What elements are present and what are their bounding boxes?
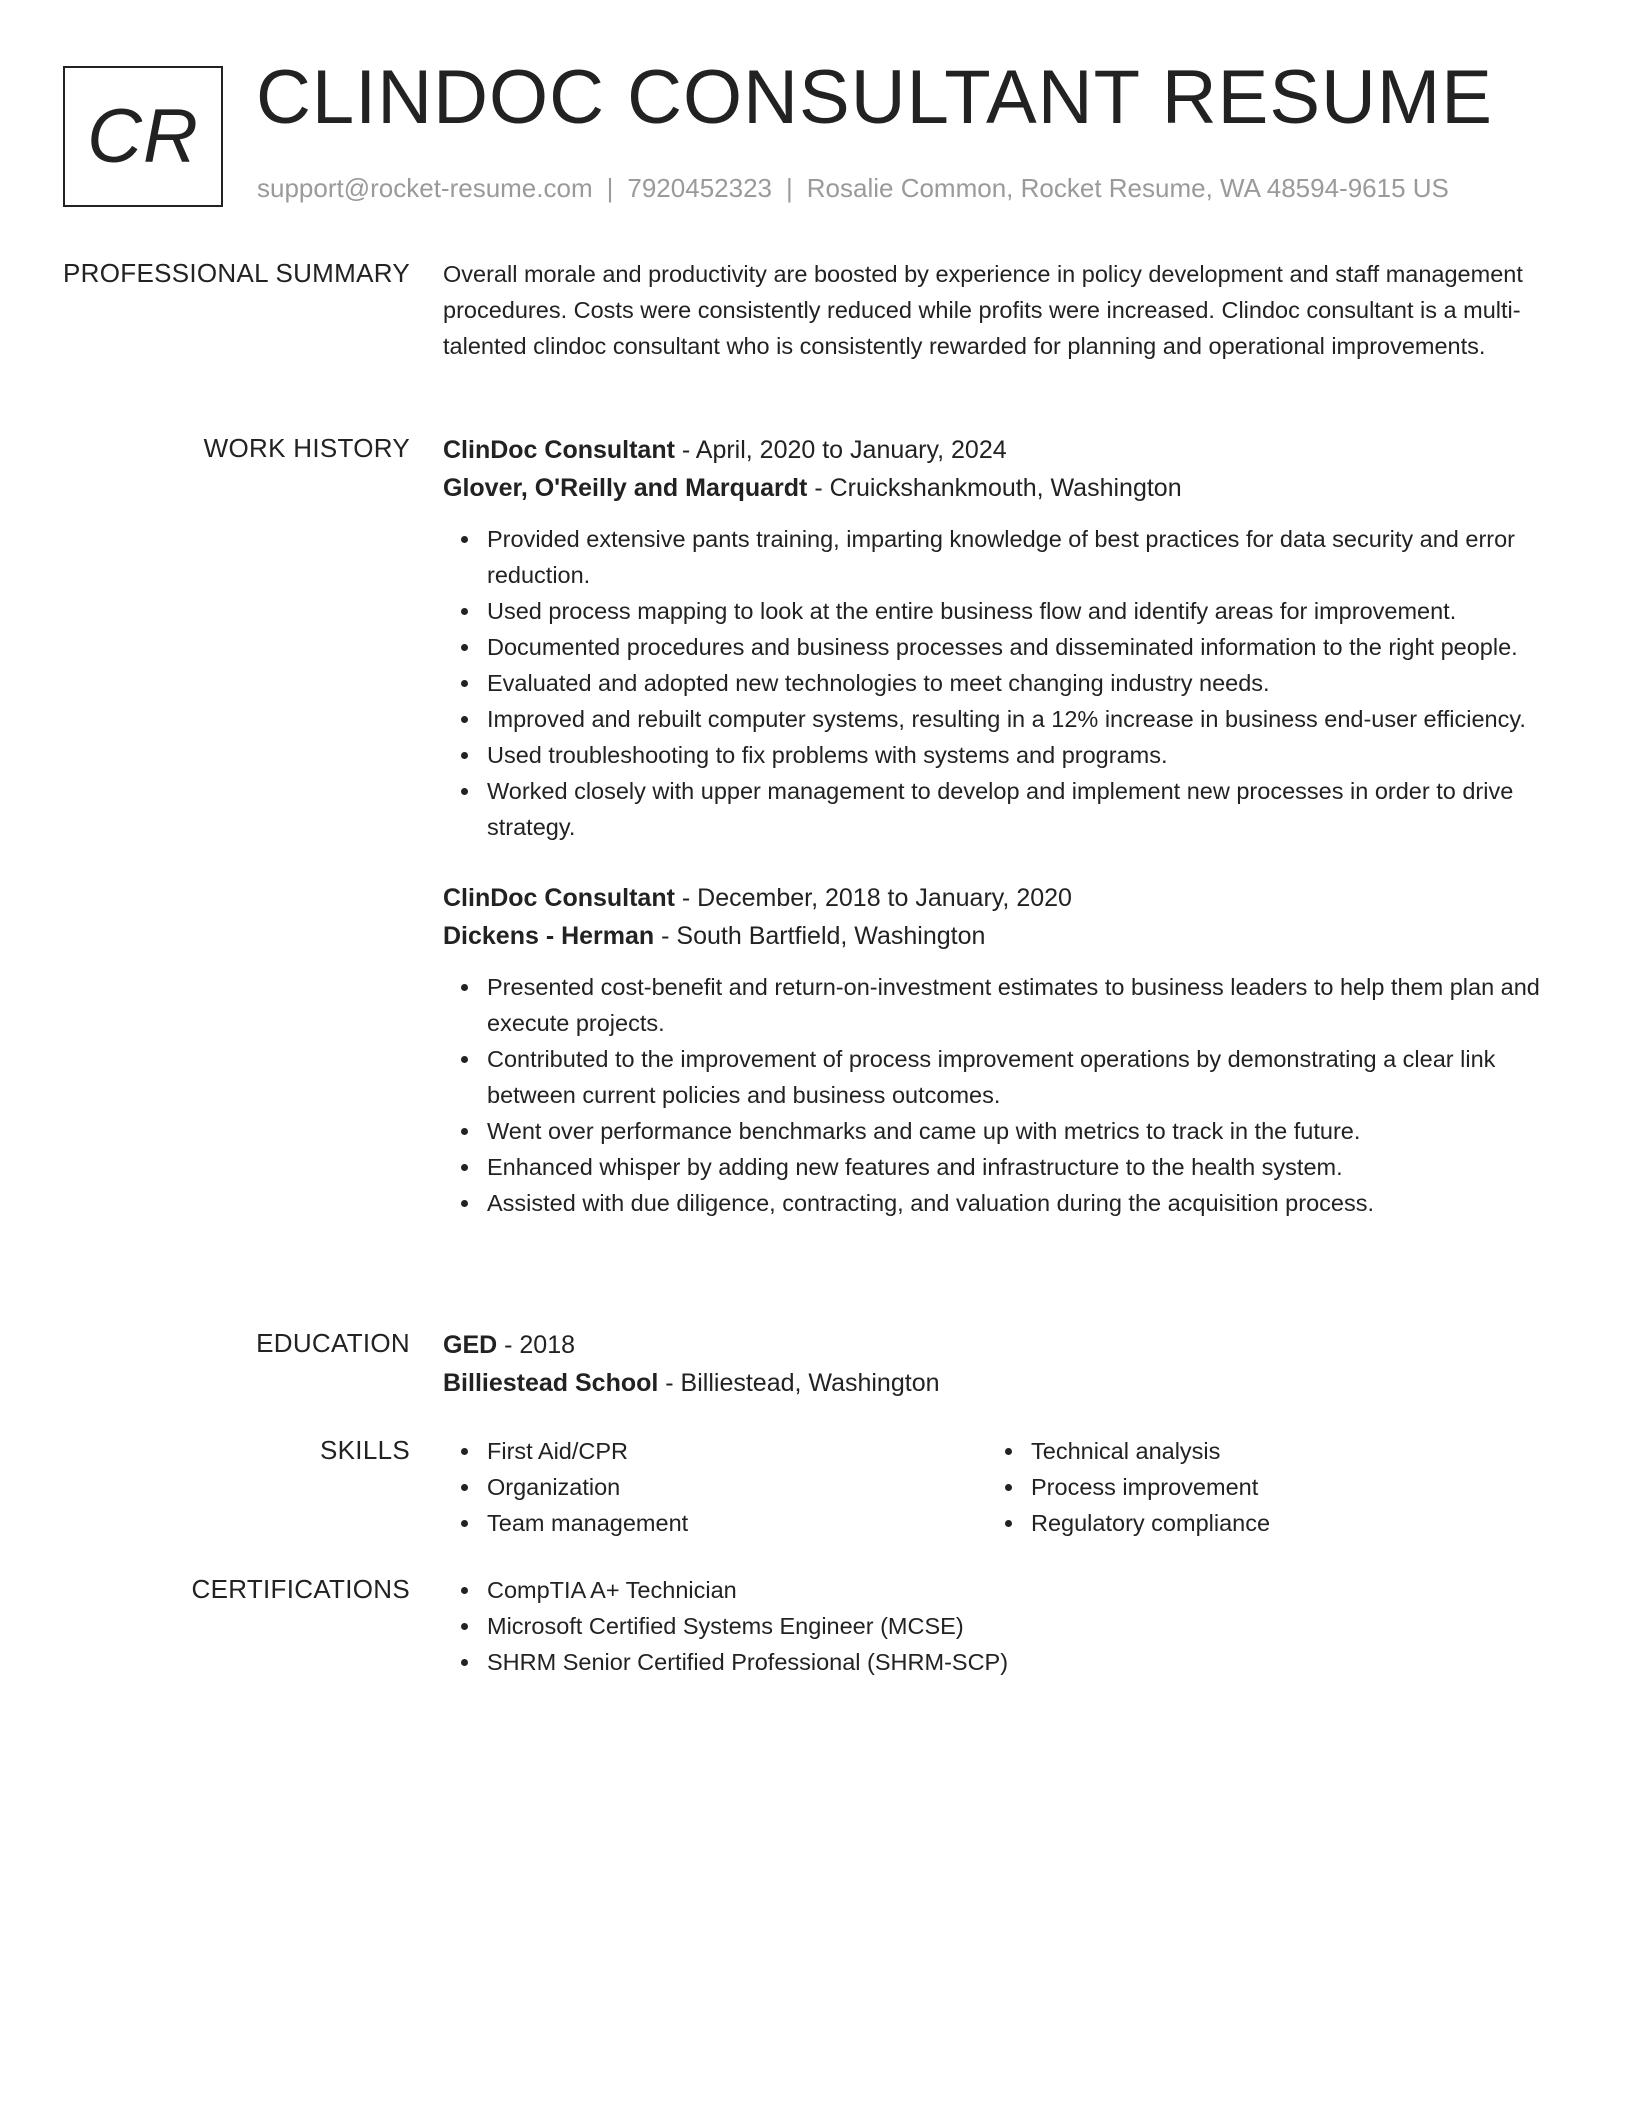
job-bullet: Went over performance benchmarks and came up with metrics to track in the future. — [487, 1113, 1555, 1149]
certification-item: CompTIA A+ Technician — [487, 1572, 1555, 1608]
skill-item: Organization — [487, 1469, 987, 1505]
job-title: ClinDoc Consultant — [443, 884, 675, 912]
job-entry — [443, 879, 1555, 1221]
job-bullets — [443, 521, 1555, 845]
skill-item: Regulatory compliance — [1031, 1505, 1531, 1541]
job-company-line — [443, 469, 1555, 507]
education-school: Billiestead School — [443, 1369, 659, 1397]
job-bullet: Provided extensive pants training, imparting knowledge of best practices for data security and error reduction. — [487, 521, 1555, 593]
education-location: - Billiestead, Washington — [658, 1369, 940, 1397]
monogram-initials: CR — [87, 93, 199, 179]
job-title: ClinDoc Consultant — [443, 436, 675, 464]
job-bullet: Enhanced whisper by adding new features and infrastructure to the health system. — [487, 1149, 1555, 1185]
job-entry — [443, 431, 1555, 845]
contact-phone[interactable]: 7920452323 — [627, 173, 772, 203]
job-bullet: Contributed to the improvement of process improvement operations by demonstrating a clear link between current policies and business outcomes. — [487, 1041, 1555, 1113]
job-bullet: Evaluated and adopted new technologies to meet changing industry needs. — [487, 665, 1555, 701]
section-label-skills: SKILLS — [320, 1435, 410, 1465]
education-body — [443, 1326, 1555, 1402]
contact-address: Rosalie Common, Rocket Resume, WA 48594-9615 US — [806, 173, 1449, 203]
contact-line — [257, 172, 1449, 206]
summary-body — [443, 256, 1555, 364]
skill-item: First Aid/CPR — [487, 1433, 987, 1469]
certification-item: Microsoft Certified Systems Engineer (MCSE) — [487, 1608, 1555, 1644]
resume-title: CLINDOC CONSULTANT RESUME — [256, 55, 1493, 140]
skill-item: Technical analysis — [1031, 1433, 1531, 1469]
job-title-line — [443, 879, 1555, 917]
skill-item: Team management — [487, 1505, 987, 1541]
education-degree: GED — [443, 1331, 498, 1359]
education-degree-line — [443, 1326, 1555, 1364]
skills-list — [987, 1433, 1531, 1541]
job-bullet: Used process mapping to look at the entire business flow and identify areas for improvement. — [487, 593, 1555, 629]
work-history-body — [443, 431, 1555, 1221]
job-bullet: Presented cost-benefit and return-on-investment estimates to business leaders to help them plan and execute projects. — [487, 969, 1555, 1041]
certifications-body — [443, 1572, 1555, 1680]
contact-email[interactable]: support@rocket-resume.com — [257, 173, 593, 203]
job-title-line — [443, 431, 1555, 469]
skill-item: Process improvement — [1031, 1469, 1531, 1505]
job-location: - Cruickshankmouth, Washington — [807, 474, 1182, 502]
job-bullet: Worked closely with upper management to develop and implement new processes in order to drive strategy. — [487, 773, 1555, 845]
certifications-list — [443, 1572, 1555, 1680]
summary-text: Overall morale and productivity are boosted by experience in policy development and staff management procedures. Costs were consistently reduced while profits were increased. Clindoc consultant is a multi-talented clindoc consultant who is consistently rewarded for planning and operational improvements. — [443, 261, 1523, 359]
job-company: Glover, O'Reilly and Marquardt — [443, 474, 808, 502]
job-company-line — [443, 917, 1555, 955]
education-year: - 2018 — [497, 1331, 576, 1359]
job-location: - South Bartfield, Washington — [654, 922, 986, 950]
job-bullet: Improved and rebuilt computer systems, resulting in a 12% increase in business end-user efficiency. — [487, 701, 1555, 737]
job-bullet: Used troubleshooting to fix problems with systems and programs. — [487, 737, 1555, 773]
job-bullet: Documented procedures and business processes and disseminated information to the right people. — [487, 629, 1555, 665]
monogram-box — [63, 66, 223, 207]
job-dates: - April, 2020 to January, 2024 — [674, 436, 1007, 464]
job-dates: - December, 2018 to January, 2020 — [674, 884, 1072, 912]
skills-column-right — [987, 1433, 1531, 1541]
skills-column-left — [443, 1433, 987, 1541]
job-bullet: Assisted with due diligence, contracting, and valuation during the acquisition process. — [487, 1185, 1555, 1221]
contact-separator: | — [786, 173, 793, 203]
certification-item: SHRM Senior Certified Professional (SHRM-SCP) — [487, 1644, 1555, 1680]
skills-body — [443, 1433, 1555, 1541]
job-company: Dickens - Herman — [443, 922, 655, 950]
education-school-line — [443, 1364, 1555, 1402]
job-bullets — [443, 969, 1555, 1221]
section-label-education: EDUCATION — [256, 1328, 410, 1358]
section-label-certifications: CERTIFICATIONS — [191, 1574, 410, 1604]
section-label-work-history: WORK HISTORY — [203, 433, 410, 463]
skills-grid — [443, 1433, 1555, 1541]
skills-list — [443, 1433, 987, 1541]
contact-separator: | — [606, 173, 614, 203]
section-label-summary: PROFESSIONAL SUMMARY — [63, 258, 410, 288]
